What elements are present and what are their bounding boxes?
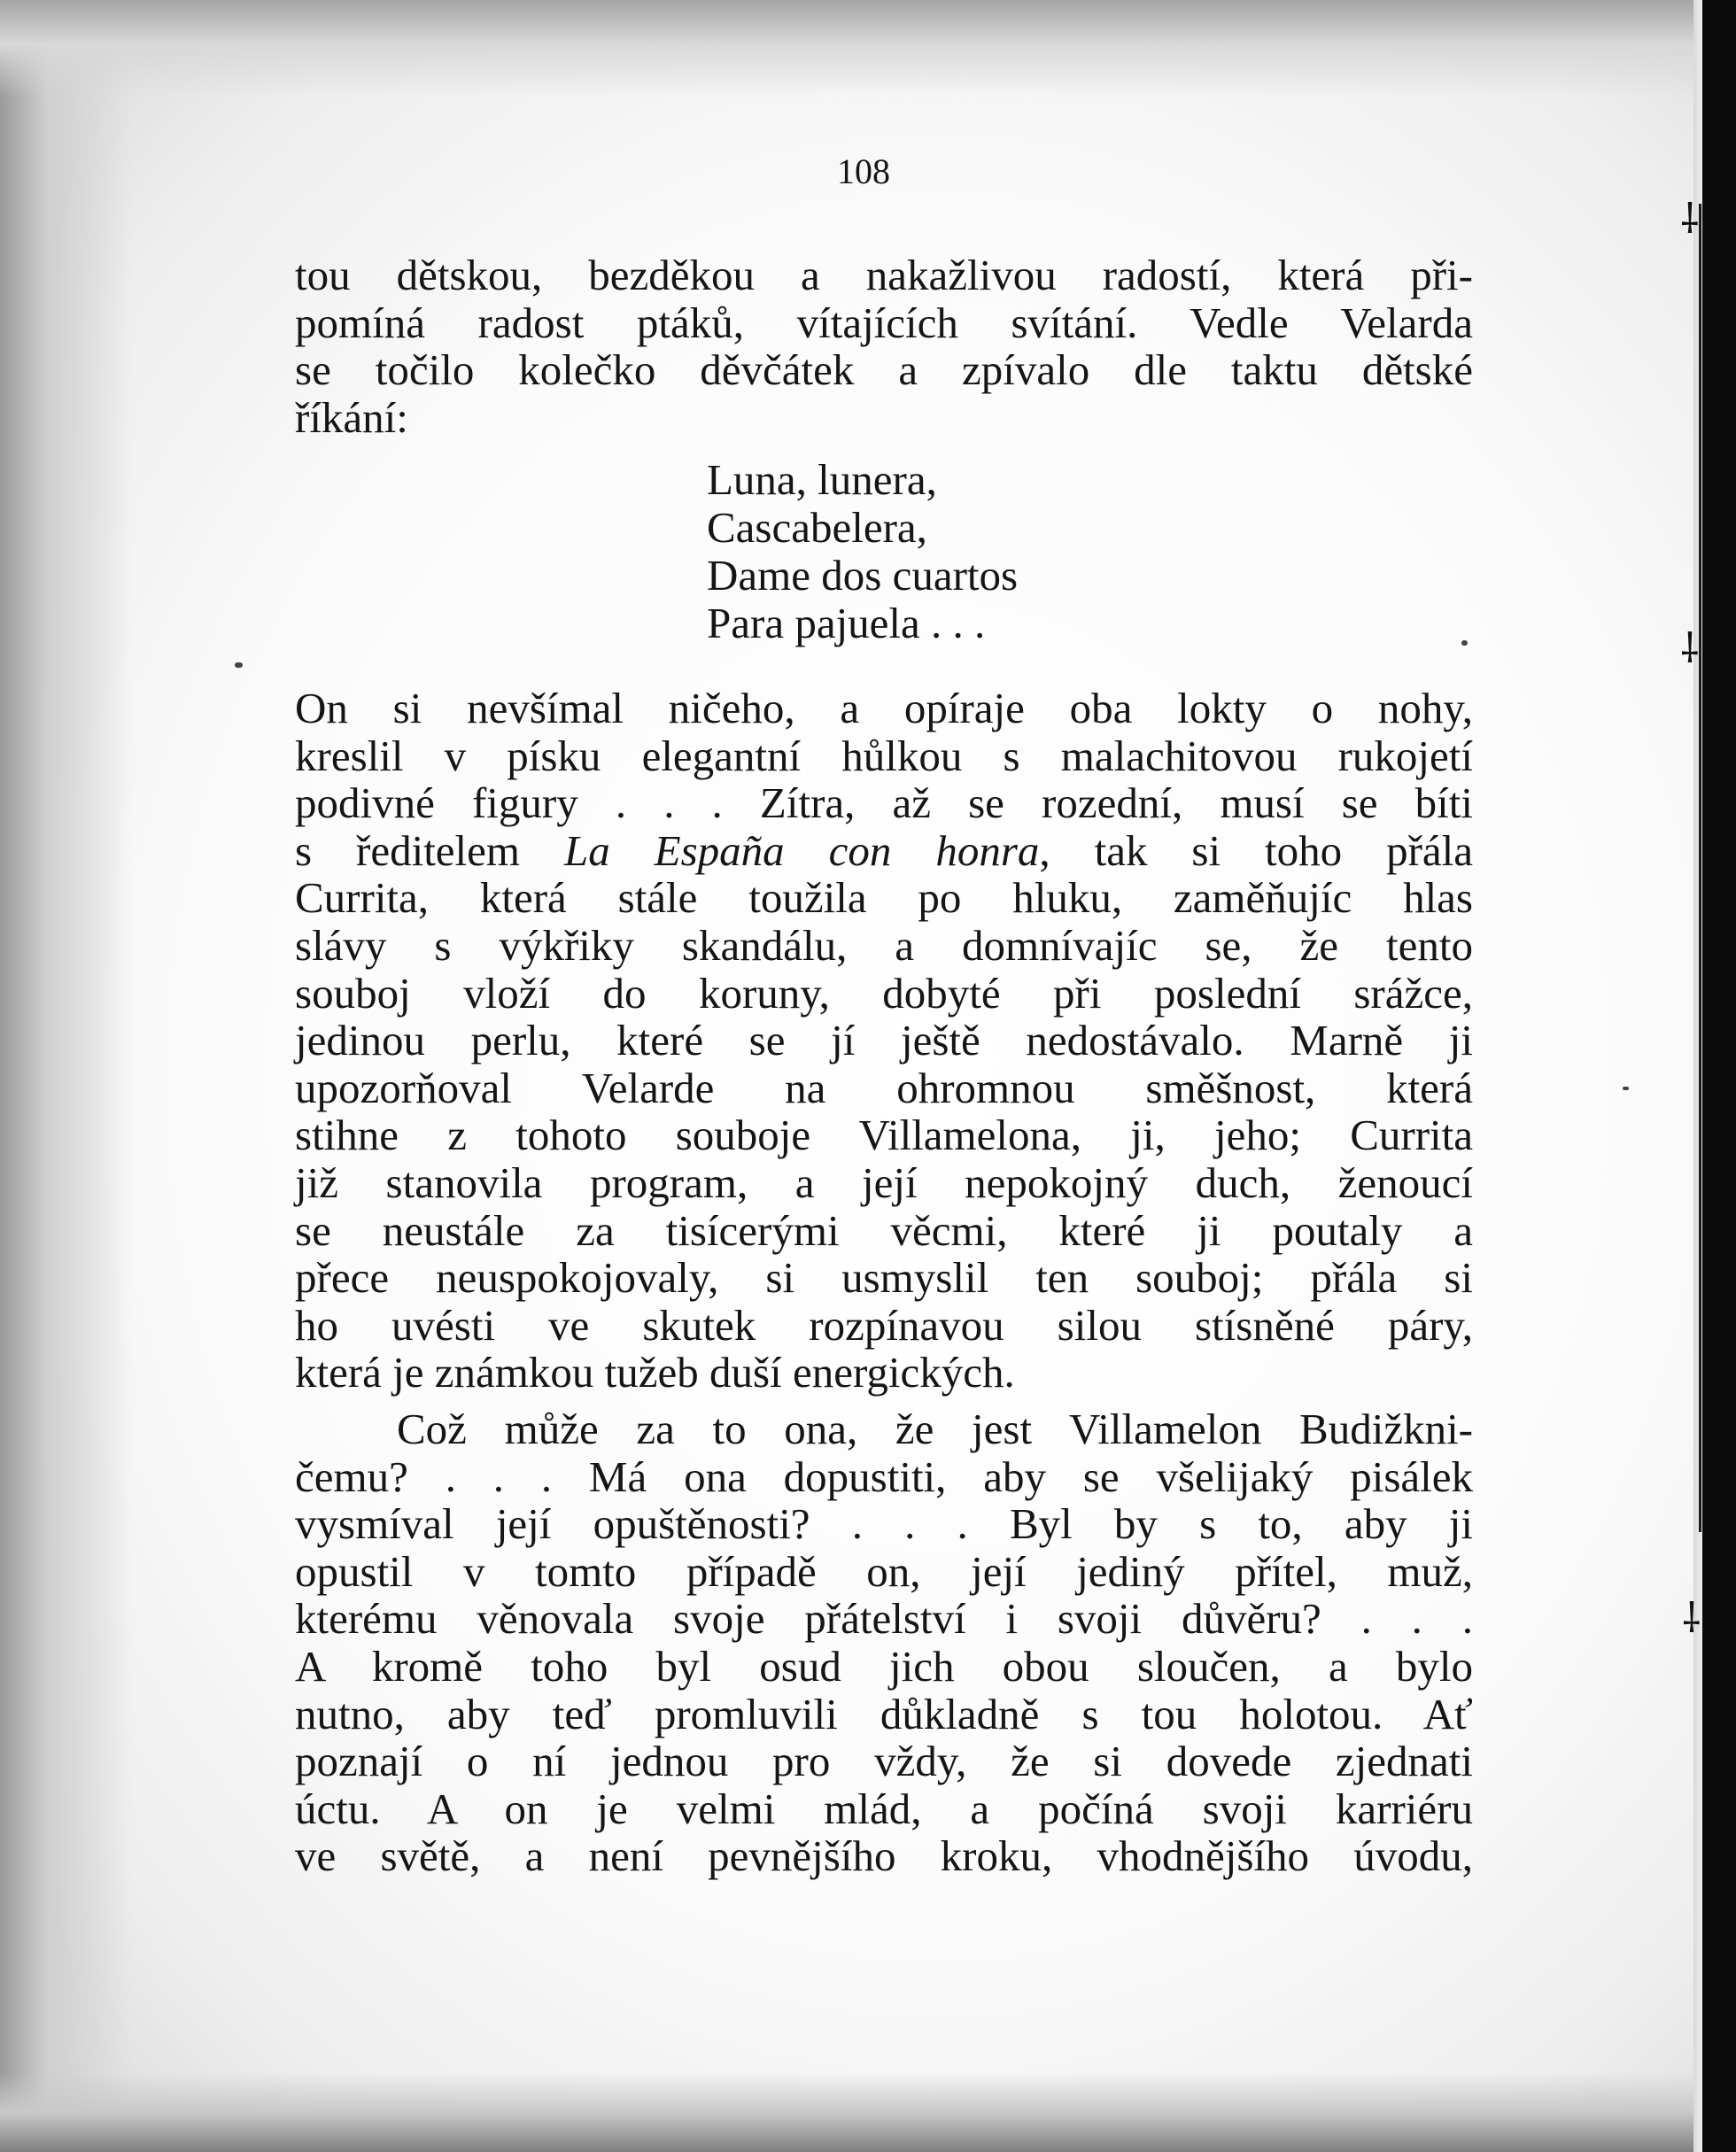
text-line: podivné figury . . . Zítra, až se rozední, musí se bíti	[295, 778, 1473, 828]
text-line: stihne z tohoto souboje Villamelona, ji, jeho; Currita	[295, 1111, 1473, 1160]
text-line: se neustále za tisícerými věcmi, které ji poutaly a	[295, 1205, 1473, 1255]
text-line: přece neuspokojovaly, si usmyslil ten souboj; přála si	[295, 1253, 1473, 1303]
verse-block	[707, 456, 1018, 647]
text-line: ho uvésti ve skutek rozpínavou silou stísněné páry,	[295, 1300, 1473, 1350]
binding-mark-1: ⸸	[1680, 195, 1700, 243]
text-line: kreslil v písku elegantní hůlkou s malachitovou rukojetí	[295, 731, 1473, 780]
left-edge-shadow	[0, 0, 133, 2152]
text-line: On si nevšímal ničeho, a opíraje oba lokty o nohy,	[295, 684, 1473, 732]
text-line: která je známkou tužeb duší energických.	[295, 1348, 1015, 1397]
text-line-with-title	[295, 827, 1473, 875]
paragraph-3	[295, 1405, 1473, 1880]
text-line: čemu? . . . Má ona dopustiti, aby se všelijaký pisálek	[295, 1451, 1473, 1501]
text-line: říkání:	[295, 392, 408, 442]
scan-speck	[235, 662, 243, 668]
text-line: slávy s výkřiky skandálu, a domnívajíc se, že tento	[295, 920, 1473, 970]
newspaper-title: La España con honra	[563, 825, 1040, 875]
binding-line	[1699, 204, 1701, 1532]
text-line: upozorňoval Velarde na ohromnou směšnost, která	[295, 1063, 1473, 1112]
text-line: ve světě, a není pevnějšího kroku, vhodnějšího úvodu,	[295, 1831, 1473, 1881]
text-line: Currita, která stále toužila po hluku, zaměňujíc hlas	[295, 873, 1473, 923]
text-line: jedinou perlu, které se jí ještě nedostávalo. Marně ji	[295, 1016, 1473, 1065]
text-line: opustil v tomto případě on, její jediný přítel, muž,	[295, 1546, 1473, 1596]
top-edge-shadow	[0, 0, 1702, 97]
text-line: kterému věnovala svoje přátelství i svoji důvěru? . . .	[295, 1594, 1473, 1644]
binding-mark-3: ⸸	[1682, 1594, 1701, 1642]
text-line: nutno, aby teď promluvili důkladně s tou holotou. Ať	[295, 1689, 1473, 1738]
text-line: se točilo kolečko děvčátek a zpívalo dle taktu dětské	[295, 345, 1473, 395]
paragraph-2	[295, 685, 1473, 1397]
text-line: úctu. A on je velmi mlád, a počíná svoji karriéru	[295, 1784, 1473, 1833]
scan-speck	[1623, 1087, 1629, 1090]
text-line: tou dětskou, bezděkou a nakažlivou radostí, která při-	[295, 251, 1473, 299]
text-segment: s ředitelem	[295, 825, 521, 875]
verse-line: Luna, lunera,	[707, 455, 937, 504]
text-line: pomíná radost ptáků, vítajících svítání. Vedle Velarda	[295, 298, 1473, 347]
scan-border-right	[1702, 0, 1736, 2152]
binding-mark-2: ⸸	[1680, 624, 1700, 672]
page-number: 108	[837, 151, 890, 191]
text-segment: , tak si toho přála	[1039, 825, 1473, 875]
text-line: Což může za to ona, že jest Villamelon Budižkni-	[397, 1405, 1473, 1453]
verse-line: Dame dos cuartos	[707, 551, 1019, 600]
text-line: již stanovila program, a její nepokojný duch, ženoucí	[295, 1157, 1473, 1207]
bottom-edge-shadow	[0, 2072, 1702, 2152]
text-line: souboj vloží do koruny, dobyté při poslední srážce,	[295, 968, 1473, 1018]
verse-line: Cascabelera,	[707, 503, 927, 552]
text-line: poznají o ní jednou pro vždy, že si dovede zjednati	[295, 1737, 1473, 1786]
text-line: A kromě toho byl osud jich obou sloučen, a bylo	[295, 1641, 1473, 1691]
verse-line: Para pajuela . . .	[707, 599, 986, 647]
text-line: vysmíval její opuštěnosti? . . . Byl by s to, aby ji	[295, 1499, 1473, 1549]
paragraph-1	[295, 252, 1473, 441]
scan-speck	[1461, 640, 1468, 646]
